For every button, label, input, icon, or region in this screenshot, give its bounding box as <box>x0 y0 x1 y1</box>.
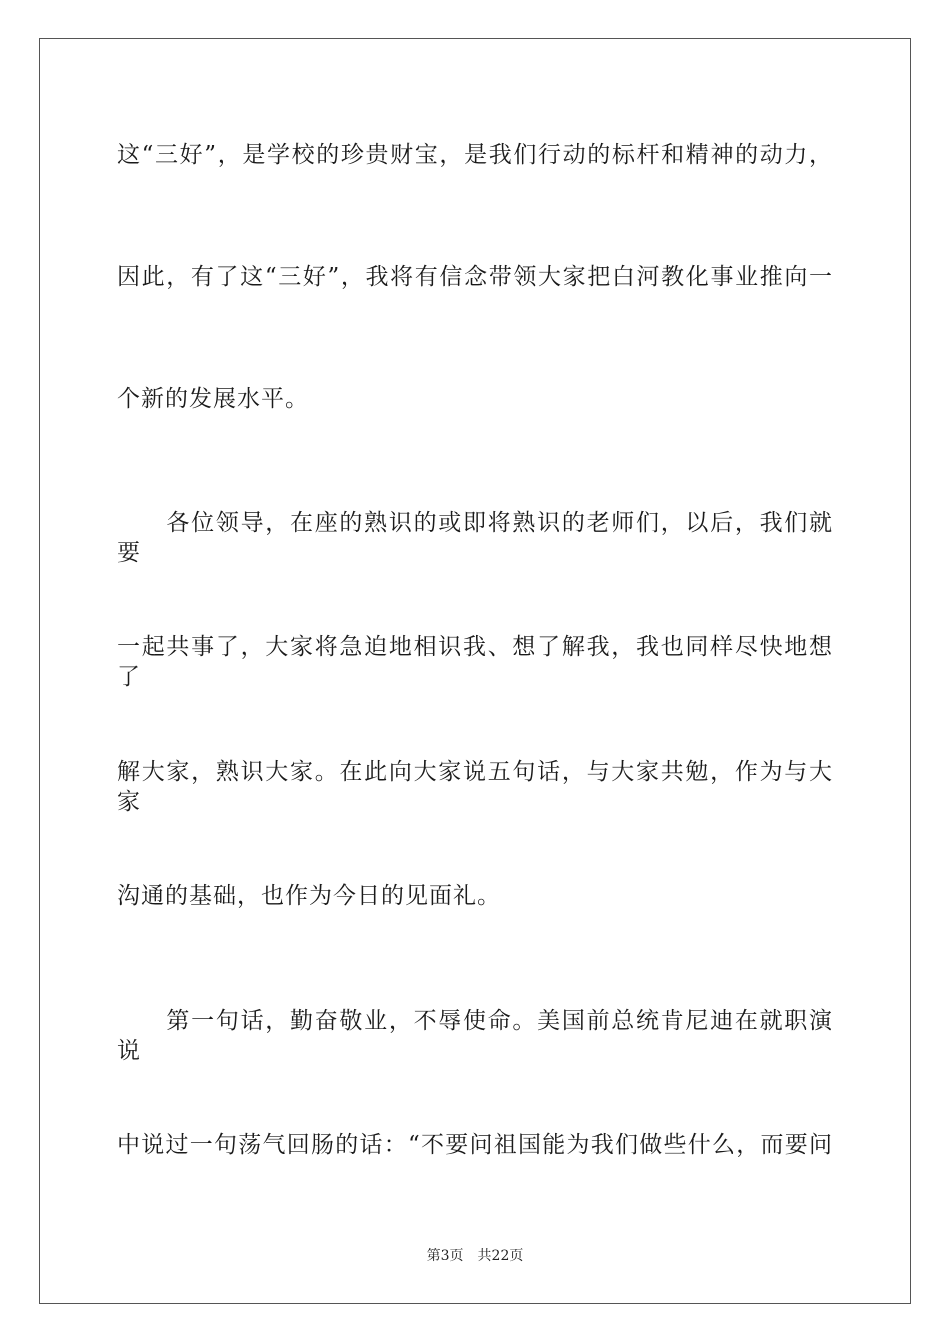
text-line-7: 沟通的基础，也作为今日的见面礼。 <box>117 883 501 909</box>
text-line-8: 第一句话，勤奋敬业，不辱使命。美国前总统肯尼迪在就职演说 <box>117 1008 833 1064</box>
text-line-2: 因此，有了这“三好”，我将有信念带领大家把白河教化事业推向一 <box>117 264 833 290</box>
text-line-9: 中说过一句荡气回肠的话：“不要问祖国能为我们做些什么，而要问 <box>117 1132 833 1158</box>
page-total: 共22页 <box>477 1248 524 1264</box>
text-line-4: 各位领导，在座的熟识的或即将熟识的老师们，以后，我们就要 <box>117 510 833 566</box>
page-number: 第3页 <box>426 1248 464 1264</box>
text-line-6: 解大家，熟识大家。在此向大家说五句话，与大家共勉，作为与大家 <box>117 759 833 815</box>
text-line-3: 个新的发展水平。 <box>117 386 309 412</box>
text-line-1: 这“三好”，是学校的珍贵财宝，是我们行动的标杆和精神的动力， <box>117 142 833 168</box>
page-border <box>39 38 911 1304</box>
page-footer <box>0 1247 950 1265</box>
text-line-5: 一起共事了，大家将急迫地相识我、想了解我，我也同样尽快地想了 <box>117 634 833 690</box>
